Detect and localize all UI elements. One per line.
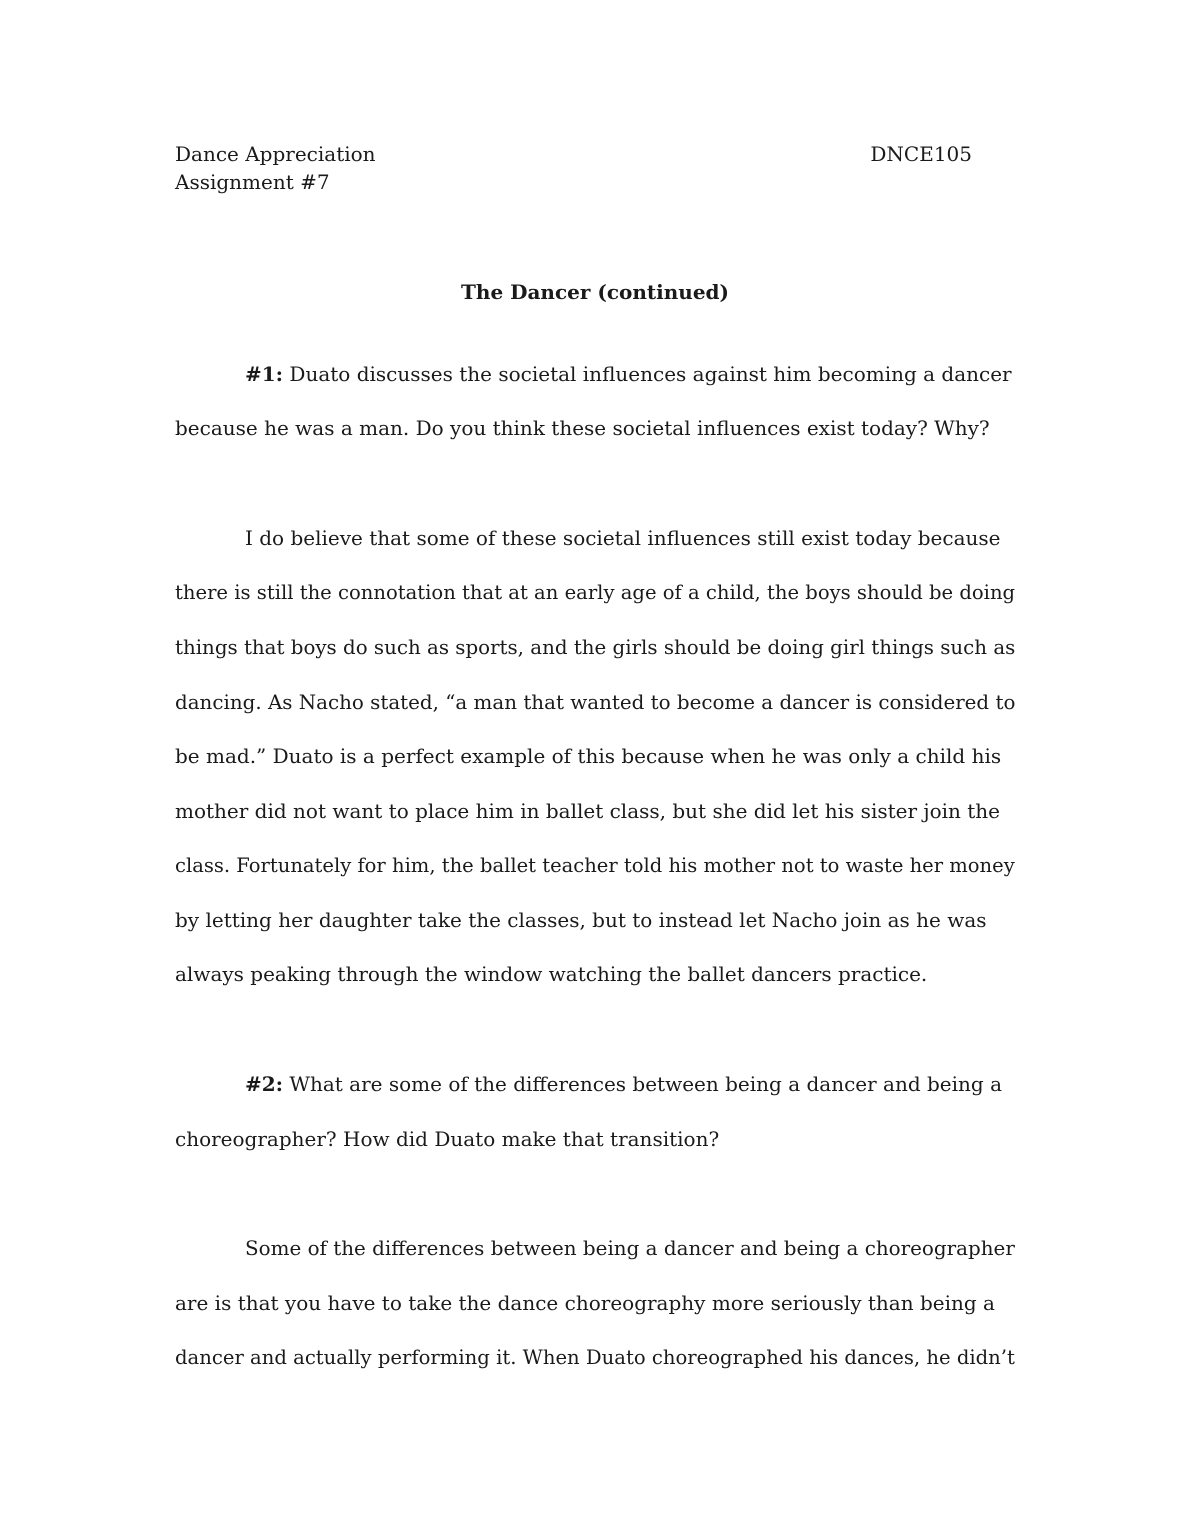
answer-2-line: are is that you have to take the dance choreography more seriously than being a xyxy=(175,1291,995,1315)
question-1-text: Duato discusses the societal influences against him becoming a dancer xyxy=(283,362,1012,386)
page-title: The Dancer (continued) xyxy=(461,280,729,304)
question-1-line xyxy=(245,360,1012,388)
answer-2-line: Some of the differences between being a dancer and being a choreographer xyxy=(245,1236,1015,1260)
answer-1-line: dancing. As Nacho stated, “a man that wanted to become a dancer is considered to xyxy=(175,690,1016,714)
answer-1-line: by letting her daughter take the classes, but to instead let Nacho join as he was xyxy=(175,908,987,932)
answer-2-line: dancer and actually performing it. When Duato choreographed his dances, he didn’t xyxy=(175,1345,1015,1369)
answer-1-line: I do believe that some of these societal influences still exist today because xyxy=(245,526,1001,550)
question-2-line: choreographer? How did Duato make that transition? xyxy=(175,1127,720,1151)
question-1-line: because he was a man. Do you think these societal influences exist today? Why? xyxy=(175,416,990,440)
answer-1-line: there is still the connotation that at an early age of a child, the boys should be doing xyxy=(175,580,1016,604)
answer-1-line: mother did not want to place him in ballet class, but she did let his sister join the xyxy=(175,799,1001,823)
question-2-line xyxy=(245,1070,1002,1098)
answer-1-line: be mad.” Duato is a perfect example of this because when he was only a child his xyxy=(175,744,1002,768)
course-code: DNCE105 xyxy=(870,142,972,166)
answer-1-line: things that boys do such as sports, and the girls should be doing girl things such as xyxy=(175,635,1016,659)
question-2-number: #2: xyxy=(245,1072,284,1096)
course-name: Dance Appreciation xyxy=(175,142,376,166)
answer-1-line: class. Fortunately for him, the ballet teacher told his mother not to waste her money xyxy=(175,853,1015,877)
answer-1-line: always peaking through the window watching the ballet dancers practice. xyxy=(175,962,928,986)
question-2-text: What are some of the differences between being a dancer and being a xyxy=(283,1072,1002,1096)
question-1-number: #1: xyxy=(245,362,284,386)
header-row-course xyxy=(175,140,972,168)
assignment-number: Assignment #7 xyxy=(175,170,330,194)
header-row-assignment xyxy=(175,168,972,196)
